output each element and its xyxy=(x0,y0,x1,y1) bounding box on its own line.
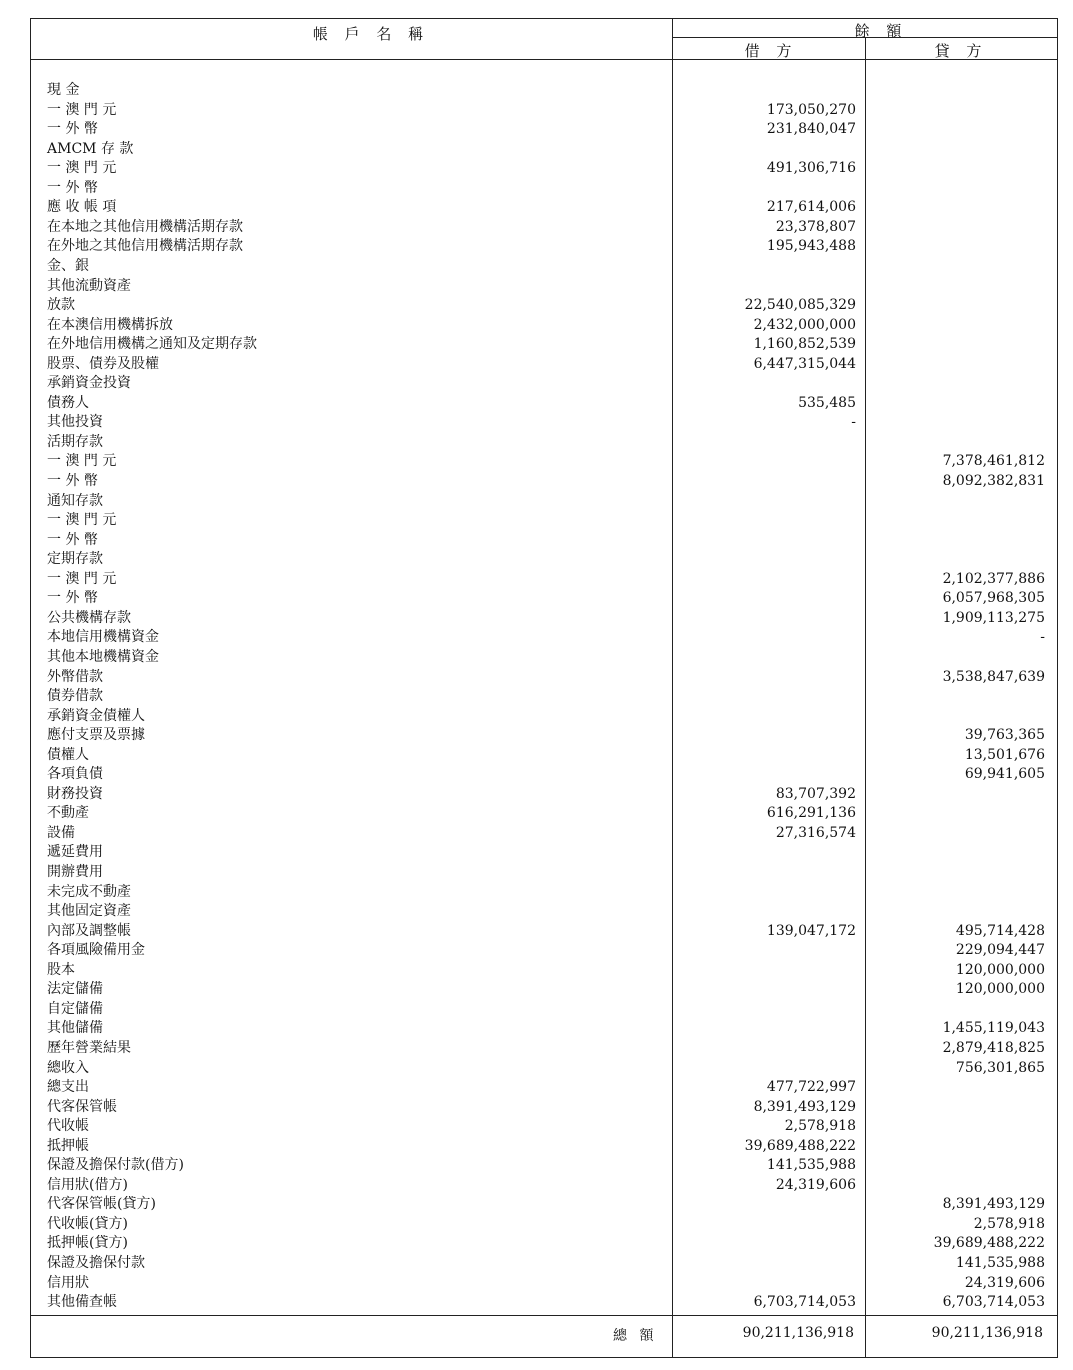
account-name: 承銷資金債權人 xyxy=(47,707,145,724)
table-row xyxy=(31,413,1059,432)
debit-amount: 8,391,493,129 xyxy=(753,1098,856,1115)
account-name: 應付支票及票據 xyxy=(47,727,145,744)
table-row xyxy=(31,922,1059,941)
credit-amount: - xyxy=(1040,629,1045,646)
table-row xyxy=(31,804,1059,823)
account-name: 金、銀 xyxy=(47,257,89,274)
debit-amount: 535,485 xyxy=(798,394,856,411)
account-name: 法定儲備 xyxy=(47,981,103,998)
account-name: 未完成不動產 xyxy=(47,883,131,900)
credit-amount: 229,094,447 xyxy=(955,942,1045,959)
debit-amount: 27,316,574 xyxy=(775,824,856,841)
account-name: 一 外 幣 xyxy=(47,473,98,489)
credit-amount: 1,909,113,275 xyxy=(942,609,1045,626)
account-name: 總支出 xyxy=(47,1079,89,1096)
account-name: 外幣借款 xyxy=(47,668,103,685)
account-name: 抵押帳(貸方) xyxy=(47,1235,128,1252)
debit-amount: 6,703,714,053 xyxy=(753,1294,856,1311)
table-row xyxy=(31,433,1059,452)
account-name: 代收帳(貸方) xyxy=(47,1215,128,1232)
table-row xyxy=(31,902,1059,921)
table-row xyxy=(31,81,1059,100)
account-name: 抵押帳 xyxy=(47,1137,89,1154)
debit-amount: 173,050,270 xyxy=(766,101,856,118)
total-label: 總 額 xyxy=(613,1328,658,1344)
table-row xyxy=(31,1215,1059,1234)
account-name: 在外地之其他信用機構活期存款 xyxy=(47,238,243,255)
table-row xyxy=(31,257,1059,276)
credit-amount: 69,941,605 xyxy=(964,766,1045,783)
account-name: 一 澳 門 元 xyxy=(47,570,117,587)
table-row xyxy=(31,550,1059,569)
table-row xyxy=(31,1293,1059,1312)
account-name: 其他流動資產 xyxy=(47,277,131,294)
credit-amount: 495,714,428 xyxy=(955,922,1045,939)
table-row xyxy=(31,472,1059,491)
account-name: 歷年營業結果 xyxy=(47,1039,131,1056)
debit-amount: 491,306,716 xyxy=(766,160,856,177)
debit-amount: 139,047,172 xyxy=(766,922,856,939)
account-name: 設備 xyxy=(47,824,75,841)
account-name: 一 澳 門 元 xyxy=(47,101,117,118)
account-name: 不動產 xyxy=(47,805,89,822)
table-row xyxy=(31,1156,1059,1175)
debit-amount: 231,840,047 xyxy=(766,121,856,138)
account-name: 在本澳信用機構拆放 xyxy=(47,316,173,333)
credit-amount: 24,319,606 xyxy=(964,1274,1045,1291)
debit-amount: 22,540,085,329 xyxy=(744,297,856,314)
account-name: 信用狀 xyxy=(47,1274,89,1291)
table-row xyxy=(31,1176,1059,1195)
table-row xyxy=(31,883,1059,902)
total-credit: 90,211,136,918 xyxy=(931,1325,1043,1341)
table-row xyxy=(31,1098,1059,1117)
account-name: 債務人 xyxy=(47,394,89,411)
table-row xyxy=(31,374,1059,393)
account-name: 應 收 帳 項 xyxy=(47,199,117,216)
account-name: 在外地信用機構之通知及定期存款 xyxy=(47,336,257,353)
account-name: 其他儲備 xyxy=(47,1020,103,1037)
account-name: 代收帳 xyxy=(47,1118,89,1135)
table-row xyxy=(31,609,1059,628)
table-row xyxy=(31,1195,1059,1214)
table-row xyxy=(31,335,1059,354)
table-row xyxy=(31,296,1059,315)
table-row xyxy=(31,765,1059,784)
table-row xyxy=(31,198,1059,217)
account-name: 通知存款 xyxy=(47,492,103,509)
total-rule xyxy=(31,1315,1057,1316)
table-row xyxy=(31,316,1059,335)
table-row xyxy=(31,277,1059,296)
account-name: 一 澳 門 元 xyxy=(47,160,117,177)
account-name: 其他投資 xyxy=(47,414,103,431)
debit-amount: 217,614,006 xyxy=(766,199,856,216)
debit-amount: 23,378,807 xyxy=(775,218,856,235)
account-name: 各項風險備用金 xyxy=(47,942,145,959)
table-row xyxy=(31,1000,1059,1019)
table-row xyxy=(31,1274,1059,1293)
table-row xyxy=(31,746,1059,765)
account-name: 公共機構存款 xyxy=(47,609,131,626)
table-row xyxy=(31,785,1059,804)
account-name: 股本 xyxy=(47,961,75,978)
debit-amount: 6,447,315,044 xyxy=(753,355,856,372)
credit-amount: 120,000,000 xyxy=(955,981,1045,998)
table-row xyxy=(31,726,1059,745)
table-row xyxy=(31,628,1059,647)
debit-amount: 195,943,488 xyxy=(766,238,856,255)
balance-header: 餘 額 xyxy=(854,22,908,40)
table-row xyxy=(31,120,1059,139)
account-name: 活期存款 xyxy=(47,433,103,450)
credit-amount: 120,000,000 xyxy=(955,961,1045,978)
credit-amount: 2,879,418,825 xyxy=(942,1039,1045,1056)
account-name: 放款 xyxy=(47,297,75,314)
debit-header: 借 方 xyxy=(744,42,798,60)
account-name: 代客保管帳(貸方) xyxy=(47,1196,156,1213)
account-name: 一 外 幣 xyxy=(47,590,98,607)
credit-amount: 2,578,918 xyxy=(973,1215,1045,1232)
table-row xyxy=(31,863,1059,882)
account-name: 股票、債券及股權 xyxy=(47,355,159,372)
credit-amount: 141,535,988 xyxy=(955,1255,1045,1271)
table-row xyxy=(31,980,1059,999)
account-name: 信用狀(借方) xyxy=(47,1176,128,1193)
account-name: 開辦費用 xyxy=(47,864,103,880)
credit-amount: 8,391,493,129 xyxy=(942,1196,1045,1213)
account-name: 承銷資金投資 xyxy=(47,375,131,392)
credit-amount: 7,378,461,812 xyxy=(942,453,1045,470)
account-name: 定期存款 xyxy=(47,551,103,568)
account-name: 內部及調整帳 xyxy=(47,922,131,939)
table-row xyxy=(31,101,1059,120)
table-row xyxy=(31,941,1059,960)
table-row xyxy=(31,961,1059,980)
account-name: 其他固定資產 xyxy=(47,903,131,920)
debit-amount: 2,578,918 xyxy=(784,1118,856,1135)
credit-amount: 6,703,714,053 xyxy=(942,1294,1045,1311)
table-row xyxy=(31,1078,1059,1097)
debit-amount: 24,319,606 xyxy=(775,1176,856,1193)
total-debit: 90,211,136,918 xyxy=(742,1325,854,1341)
table-row xyxy=(31,1137,1059,1156)
table-row xyxy=(31,570,1059,589)
table-row xyxy=(31,1059,1059,1078)
debit-amount: 2,432,000,000 xyxy=(753,316,856,333)
account-name: 一 澳 門 元 xyxy=(47,512,117,529)
account-name: 一 外 幣 xyxy=(47,531,98,548)
account-name: 各項負債 xyxy=(47,766,103,783)
account-name: 代客保管帳 xyxy=(47,1098,117,1115)
account-name: 一 澳 門 元 xyxy=(47,453,117,470)
table-row xyxy=(31,492,1059,511)
table-row xyxy=(31,668,1059,687)
account-name: AMCM 存 款 xyxy=(47,140,134,157)
credit-amount: 2,102,377,886 xyxy=(942,570,1045,587)
account-name-header: 帳 戶 名 稱 xyxy=(312,25,430,43)
table-row xyxy=(31,218,1059,237)
table-row xyxy=(31,237,1059,256)
table-row xyxy=(31,1117,1059,1136)
table-row xyxy=(31,394,1059,413)
account-name: 其他本地機構資金 xyxy=(47,648,159,665)
table-row xyxy=(31,140,1059,159)
debit-amount: 1,160,852,539 xyxy=(753,336,856,353)
table-row xyxy=(31,824,1059,843)
account-name: 自定儲備 xyxy=(47,1000,103,1017)
table-row xyxy=(31,707,1059,726)
table-row xyxy=(31,452,1059,471)
account-name: 一 外 幣 xyxy=(47,121,98,138)
table-row xyxy=(31,648,1059,667)
table-row xyxy=(31,1234,1059,1253)
debit-amount: - xyxy=(851,414,856,431)
account-name: 財務投資 xyxy=(47,785,103,802)
debit-amount: 477,722,997 xyxy=(766,1079,856,1096)
table-row xyxy=(31,511,1059,530)
table-row xyxy=(31,531,1059,550)
credit-amount: 6,057,968,305 xyxy=(942,590,1045,607)
balance-sheet-table xyxy=(30,18,1058,1358)
account-name: 其他備查帳 xyxy=(47,1294,117,1311)
credit-amount: 13,501,676 xyxy=(964,746,1045,763)
table-row xyxy=(31,1019,1059,1038)
account-name: 債權人 xyxy=(47,746,89,763)
debit-amount: 616,291,136 xyxy=(766,805,856,822)
table-row xyxy=(31,355,1059,374)
table-row xyxy=(31,1254,1059,1273)
credit-amount: 756,301,865 xyxy=(955,1059,1045,1076)
credit-header: 貸 方 xyxy=(934,42,988,60)
table-row xyxy=(31,843,1059,862)
debit-amount: 83,707,392 xyxy=(775,785,856,802)
account-name: 保證及擔保付款 xyxy=(47,1255,145,1271)
credit-amount: 39,763,365 xyxy=(964,727,1045,744)
table-row xyxy=(31,159,1059,178)
credit-amount: 8,092,382,831 xyxy=(942,473,1045,489)
table-row xyxy=(31,1039,1059,1058)
credit-amount: 39,689,488,222 xyxy=(933,1235,1045,1252)
table-row xyxy=(31,687,1059,706)
account-name: 在本地之其他信用機構活期存款 xyxy=(47,218,243,235)
debit-amount: 39,689,488,222 xyxy=(744,1137,856,1154)
account-name: 總收入 xyxy=(47,1059,89,1076)
table-row xyxy=(31,589,1059,608)
table-row xyxy=(31,179,1059,198)
credit-amount: 3,538,847,639 xyxy=(942,668,1045,685)
credit-amount: 1,455,119,043 xyxy=(942,1020,1045,1037)
account-name: 一 外 幣 xyxy=(47,179,98,196)
account-name: 遞延費用 xyxy=(47,844,103,861)
account-name: 現 金 xyxy=(47,82,80,98)
account-name: 保證及擔保付款(借方) xyxy=(47,1157,184,1174)
account-name: 債券借款 xyxy=(47,688,103,705)
account-name: 本地信用機構資金 xyxy=(47,629,159,646)
debit-amount: 141,535,988 xyxy=(766,1157,856,1174)
